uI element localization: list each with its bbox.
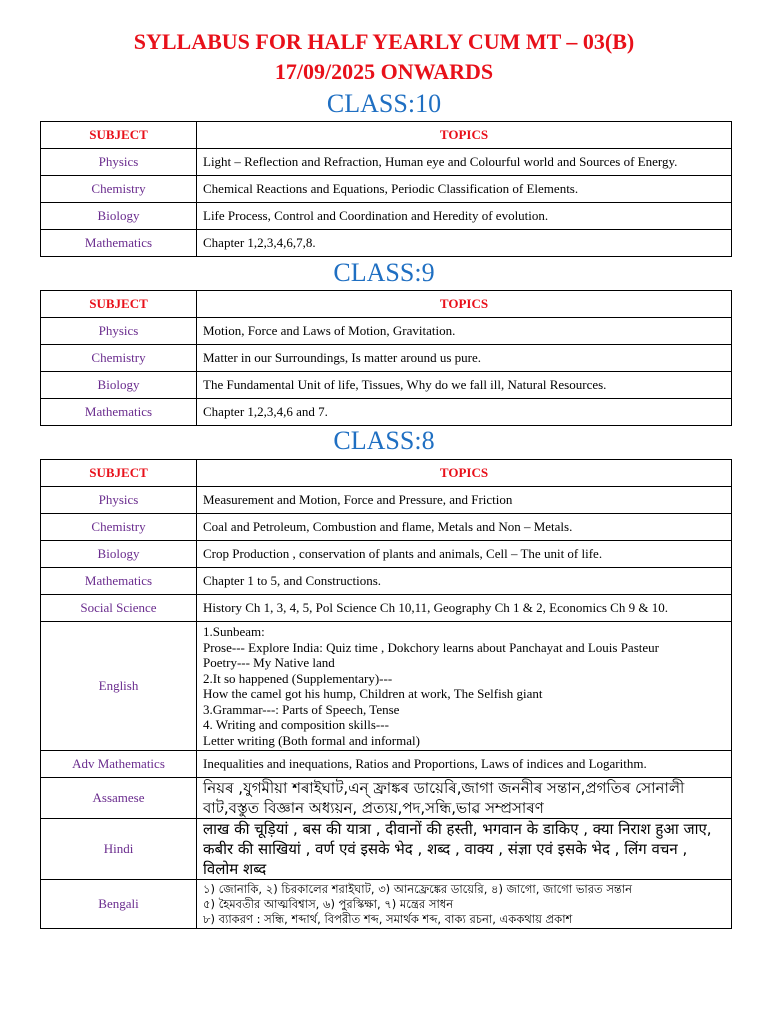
table-row — [41, 751, 732, 778]
subject-cell: Mathematics — [41, 568, 197, 595]
subject-cell: Assamese — [41, 778, 197, 819]
topics-cell: Matter in our Surroundings, Is matter around us pure. — [197, 345, 732, 372]
table-row — [41, 487, 732, 514]
english-topic-line: 4. Writing and composition skills--- — [203, 717, 389, 732]
topics-header: TOPICS — [197, 460, 732, 487]
subject-cell: Hindi — [41, 819, 197, 880]
table-row — [41, 568, 732, 595]
table-row — [41, 203, 732, 230]
table-row-hindi — [41, 819, 732, 880]
subject-header: SUBJECT — [41, 291, 197, 318]
topics-cell: Inequalities and inequations, Ratios and Proportions, Laws of indices and Logarithm. — [197, 751, 732, 778]
class-9-title: CLASS:9 — [333, 258, 435, 287]
english-topics-cell — [197, 622, 732, 751]
english-topic-line: Poetry--- My Native land — [203, 655, 335, 670]
english-topic-line: Prose--- Explore India: Quiz time , Dokchory learns about Panchayat and Louis Pasteur — [203, 639, 659, 655]
table-row — [41, 230, 732, 257]
class-8-table — [40, 459, 732, 929]
english-topic-line: Letter writing (Both formal and informal) — [203, 732, 420, 748]
table-row-english — [41, 622, 732, 751]
subject-cell: English — [41, 622, 197, 751]
subject-header: SUBJECT — [41, 460, 197, 487]
table-row — [41, 372, 732, 399]
class-9-table — [40, 290, 732, 426]
subject-cell: Mathematics — [41, 230, 197, 257]
table-row-assamese — [41, 778, 732, 819]
class-10-table — [40, 121, 732, 257]
english-topic-line: 1.Sunbeam: — [203, 624, 265, 639]
bengali-topics-cell — [197, 880, 732, 929]
table-row — [41, 541, 732, 568]
subject-cell: Chemistry — [41, 514, 197, 541]
bengali-topic-line: ৮) ব্যাকরণ : সন্ধি, শব্দার্থ, বিপরীত শব্দ, সমার্থক শব্দ, বাক্য রচনা, এককথায় প্রকাশ — [203, 911, 573, 926]
table-header-row — [41, 460, 732, 487]
subject-cell: Physics — [41, 149, 197, 176]
subject-cell: Social Science — [41, 595, 197, 622]
english-topic-line: 2.It so happened (Supplementary)--- — [203, 670, 393, 686]
subject-cell: Biology — [41, 541, 197, 568]
subject-header: SUBJECT — [41, 122, 197, 149]
table-header-row — [41, 122, 732, 149]
topics-cell: Motion, Force and Laws of Motion, Gravitation. — [197, 318, 732, 345]
class-8-title: CLASS:8 — [333, 426, 435, 455]
topics-cell: Light – Reflection and Refraction, Human eye and Colourful world and Sources of Energy. — [197, 149, 732, 176]
table-row — [41, 399, 732, 426]
topics-cell: Crop Production , conservation of plants and animals, Cell – The unit of life. — [197, 541, 732, 568]
topics-cell: Coal and Petroleum, Combustion and flame, Metals and Non – Metals. — [197, 514, 732, 541]
topics-cell: Chemical Reactions and Equations, Periodic Classification of Elements. — [197, 176, 732, 203]
table-row — [41, 149, 732, 176]
subject-cell: Physics — [41, 487, 197, 514]
subject-cell: Chemistry — [41, 345, 197, 372]
subject-cell: Biology — [41, 203, 197, 230]
class-10-title: CLASS:10 — [326, 89, 442, 118]
table-row — [41, 514, 732, 541]
topics-header: TOPICS — [197, 291, 732, 318]
subject-cell: Mathematics — [41, 399, 197, 426]
syllabus-title: SYLLABUS FOR HALF YEARLY CUM MT – 03(B) — [133, 29, 635, 54]
bengali-topic-line: ১) জোনাকি, ২) চিরকালের শরাইঘাট, ৩) আনফ্রেঙ্কের ডায়েরি, ৪) জাগো, জাগো ভারত সন্তান — [203, 881, 633, 896]
table-row — [41, 318, 732, 345]
topics-cell: Chapter 1,2,3,4,6,7,8. — [197, 230, 732, 257]
subject-cell: Chemistry — [41, 176, 197, 203]
topics-cell: Chapter 1,2,3,4,6 and 7. — [197, 399, 732, 426]
syllabus-date: 17/09/2025 ONWARDS — [274, 59, 494, 84]
table-row — [41, 176, 732, 203]
topics-cell: নিয়ৰ ,যুগমীয়া শৰাইঘাট,এন্ ফ্ৰাঙ্কৰ ডায়েৰি,জাগা জননীৰ সন্তান,প্ৰগতিৰ সোনালী বাট,বস্তুত বিজ্ঞান অধ্যয়ন, প্ৰত্যয়,পদ,সন্ধি,ভাৱ সম্প্ৰসাৰণ — [197, 778, 732, 819]
topics-cell: The Fundamental Unit of life, Tissues, Why do we fall ill, Natural Resources. — [197, 372, 732, 399]
subject-cell: Physics — [41, 318, 197, 345]
subject-cell: Adv Mathematics — [41, 751, 197, 778]
topics-cell: History Ch 1, 3, 4, 5, Pol Science Ch 10,11, Geography Ch 1 & 2, Economics Ch 9 & 10. — [197, 595, 732, 622]
table-row-bengali — [41, 880, 732, 929]
subject-cell: Biology — [41, 372, 197, 399]
topics-cell: लाख की चूड़ियां , बस की यात्रा , दीवानों की हस्ती, भगवान के डाकिए , क्या निराश हुआ जाए, कबीर की साखियां , वर्ण एवं इसके भेद , शब्द , वाक्य , संज्ञा एवं इसके भेद , लिंग वचन , विलोम शब्द — [197, 819, 732, 880]
english-topic-line: 3.Grammar---: Parts of Speech, Tense — [203, 701, 400, 717]
topics-cell: Life Process, Control and Coordination and Heredity of evolution. — [197, 203, 732, 230]
table-row — [41, 595, 732, 622]
subject-cell: Bengali — [41, 880, 197, 929]
topics-cell: Measurement and Motion, Force and Pressure, and Friction — [197, 487, 732, 514]
bengali-topic-line: ৫) হৈমবতীর আত্মবিশ্বাস, ৬) পুরস্কিক্ষা, ৭) মন্ত্রের সাধন — [203, 896, 454, 911]
topics-header: TOPICS — [197, 122, 732, 149]
english-topic-line: How the camel got his hump, Children at work, The Selfish giant — [203, 686, 543, 701]
topics-cell: Chapter 1 to 5, and Constructions. — [197, 568, 732, 595]
table-header-row — [41, 291, 732, 318]
table-row — [41, 345, 732, 372]
